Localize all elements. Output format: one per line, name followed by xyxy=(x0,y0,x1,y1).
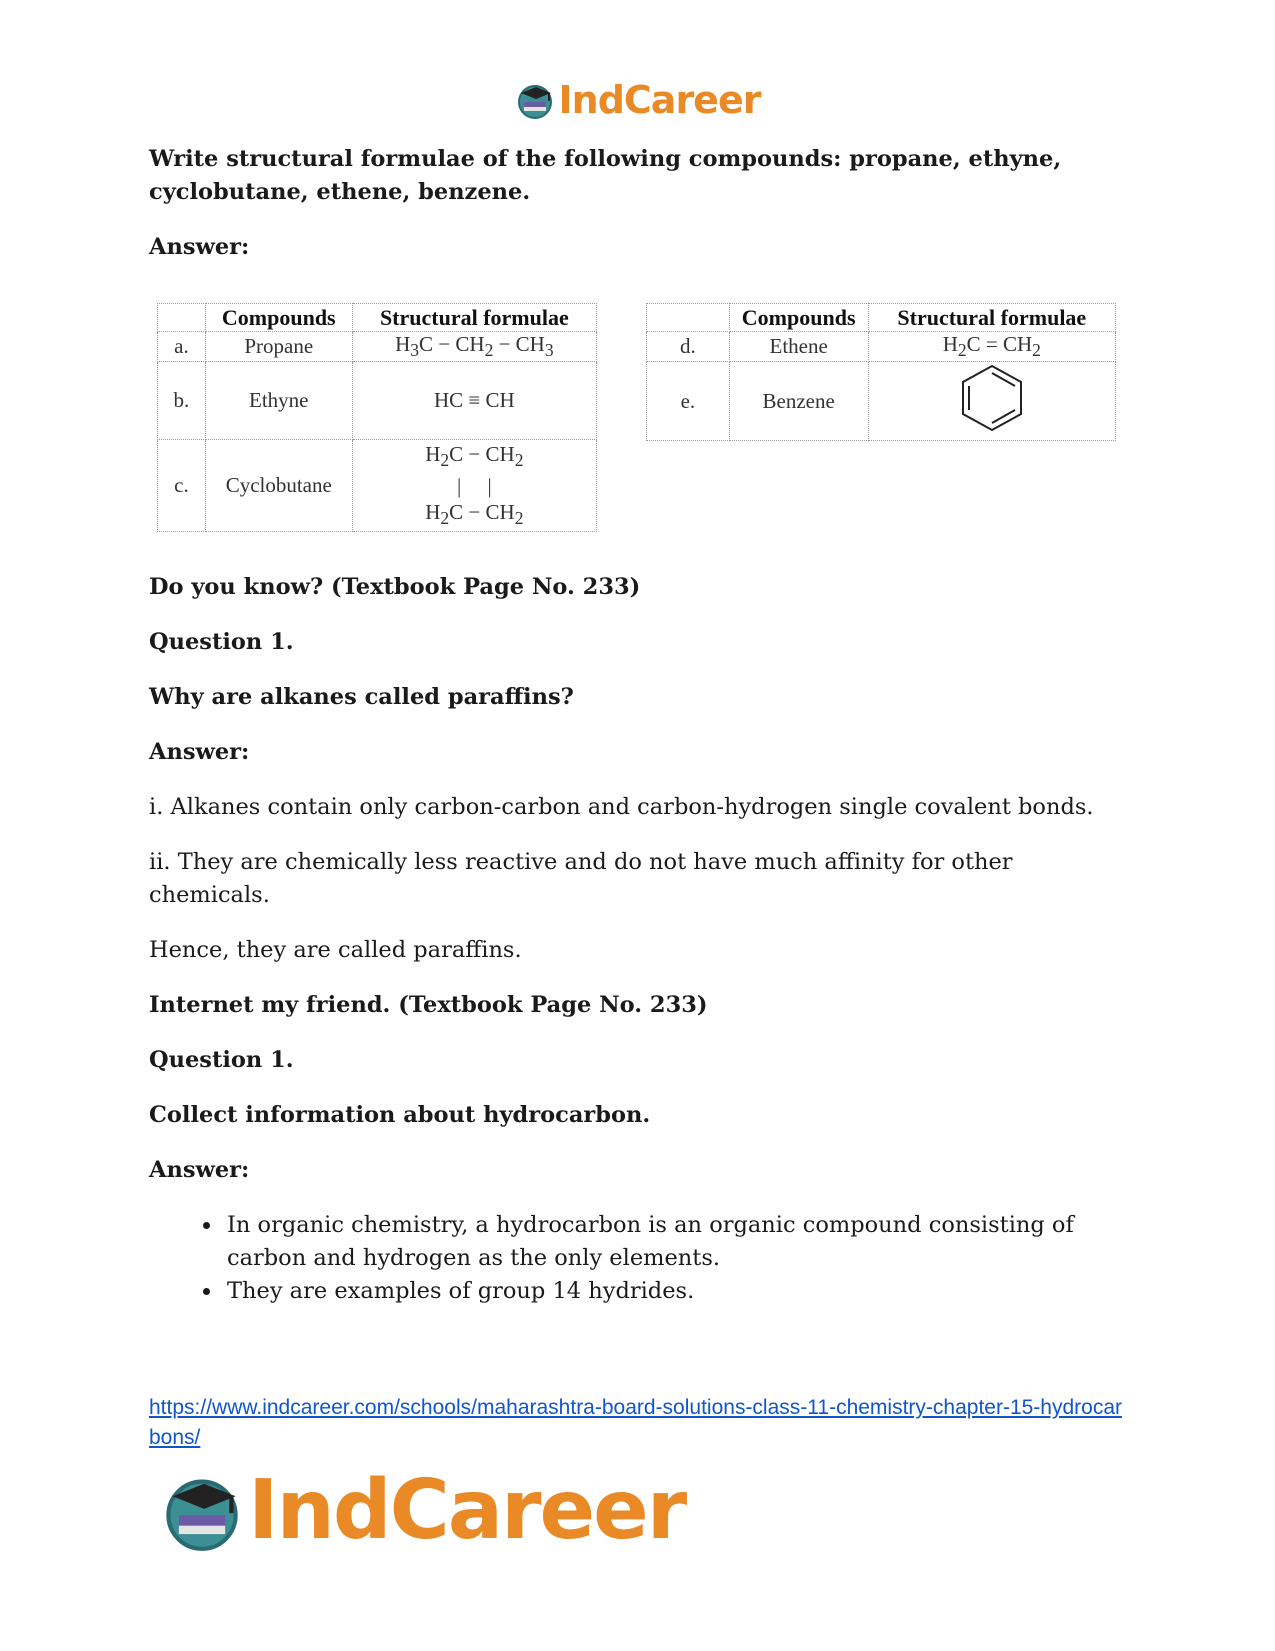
graduation-cap-globe-icon xyxy=(515,80,555,120)
graduation-cap-globe-icon xyxy=(160,1469,244,1553)
header-logo xyxy=(0,78,1275,124)
brand-name: IndCareer xyxy=(248,1463,686,1558)
compound-name: Ethene xyxy=(729,332,868,362)
question-text: Why are alkanes called paraffins? xyxy=(149,684,574,710)
footer-logo xyxy=(160,1463,685,1558)
answer-bullet-list xyxy=(149,1209,1129,1308)
header-compounds: Compounds xyxy=(729,304,868,332)
compound-name: Cyclobutane xyxy=(205,440,352,532)
cyclobutane-formula: $H_2C - CH_2$ | | $H_2C - CH_2$ xyxy=(352,440,596,532)
compounds-table-2 xyxy=(646,303,1116,441)
row-label: e. xyxy=(647,362,730,441)
header-compounds: Compounds xyxy=(205,304,352,332)
ethyne-formula: HC ≡ CH xyxy=(352,362,596,440)
question-text: Collect information about hydrocarbon. xyxy=(149,1102,651,1128)
row-label: c. xyxy=(158,440,206,532)
table-row xyxy=(647,332,1116,362)
source-link[interactable]: https://www.indcareer.com/schools/maharashtra-board-solutions-class-11-chemistry-chapter-15-hydrocarbons/ xyxy=(149,1396,1122,1449)
brand-name: IndCareer xyxy=(558,78,761,122)
main-question: Write structural formulae of the following compounds: propane, ethyne, cyclobutane, ethene, benzene. xyxy=(149,146,1062,205)
compounds-table-1 xyxy=(157,303,597,532)
document-body xyxy=(149,143,1129,264)
answer-point: i. Alkanes contain only carbon-carbon and carbon-hydrogen single covalent bonds. xyxy=(149,794,1094,820)
list-item: • In organic chemistry, a hydrocarbon is an organic compound consisting of carbon and hydrogen as the only elements. xyxy=(223,1209,1129,1275)
table-row xyxy=(158,362,597,440)
compound-name: Benzene xyxy=(729,362,868,441)
table-row xyxy=(158,332,597,362)
question-number: Question 1. xyxy=(149,1047,294,1073)
benzene-formula xyxy=(868,362,1115,441)
section-heading: Do you know? (Textbook Page No. 233) xyxy=(149,574,641,600)
answer-point: ii. They are chemically less reactive and do not have much affinity for other chemicals. xyxy=(149,849,1013,908)
header-formulae: Structural formulae xyxy=(868,304,1115,332)
row-label: d. xyxy=(647,332,730,362)
answer-label: Answer: xyxy=(149,234,250,260)
answer-label: Answer: xyxy=(149,1157,250,1183)
section-do-you-know xyxy=(149,571,1129,1308)
benzene-ring-icon xyxy=(957,362,1027,434)
section-heading: Internet my friend. (Textbook Page No. 233) xyxy=(149,992,708,1018)
propane-formula: $H_3C - CH_2 - CH_3$ xyxy=(352,332,596,362)
list-item: • They are examples of group 14 hydrides. xyxy=(223,1275,1129,1308)
compound-name: Ethyne xyxy=(205,362,352,440)
compound-name: Propane xyxy=(205,332,352,362)
answer-conclusion: Hence, they are called paraffins. xyxy=(149,937,522,963)
ethene-formula: $H_2C = CH_2$ xyxy=(868,332,1115,362)
question-number: Question 1. xyxy=(149,629,294,655)
table-row xyxy=(158,440,597,532)
row-label: a. xyxy=(158,332,206,362)
table-row xyxy=(647,362,1116,441)
structural-formula-tables xyxy=(157,303,1122,543)
row-label: b. xyxy=(158,362,206,440)
table-header-row xyxy=(158,304,597,332)
answer-label: Answer: xyxy=(149,739,250,765)
table-header-row xyxy=(647,304,1116,332)
header-formulae: Structural formulae xyxy=(352,304,596,332)
